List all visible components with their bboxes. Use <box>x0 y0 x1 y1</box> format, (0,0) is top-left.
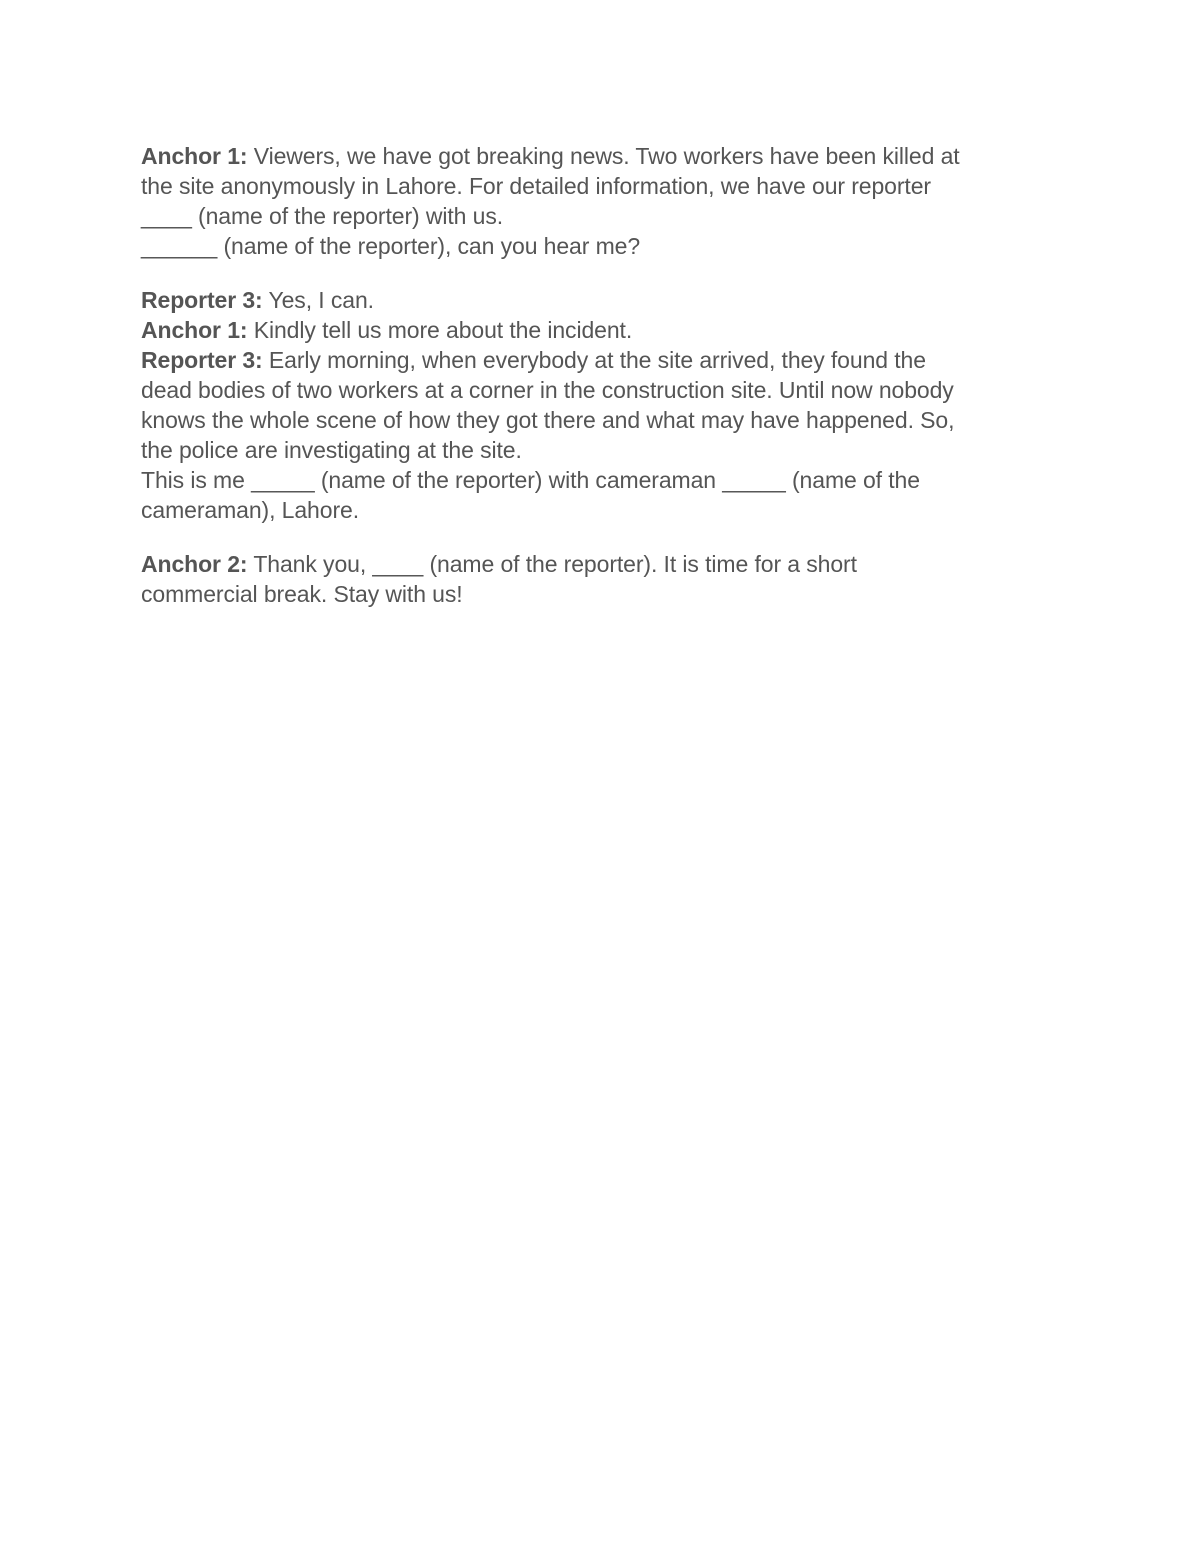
dialogue-text: Kindly tell us more about the incident. <box>247 317 633 343</box>
speaker-label: Anchor 1: <box>141 143 248 169</box>
text-line: This is me _____ (name of the reporter) with cameraman _____ (name of the <box>141 467 920 493</box>
anchor-1-intro-paragraph <box>141 141 1071 261</box>
text-line: knows the whole scene of how they got there and what may have happened. So, <box>141 407 955 433</box>
text-line <box>141 345 1071 375</box>
speaker-label: Reporter 3: <box>141 347 263 373</box>
reporter-3-reply-paragraph <box>141 285 1071 315</box>
speaker-label: Reporter 3: <box>141 287 263 313</box>
reporter-3-report-paragraph <box>141 345 1071 525</box>
text-line <box>141 315 1071 345</box>
text-line: dead bodies of two workers at a corner in the construction site. Until now nobody <box>141 377 954 403</box>
text-line: ____ (name of the reporter) with us. <box>141 203 504 229</box>
dialogue-text: Early morning, when everybody at the site arrived, they found the <box>262 347 926 373</box>
dialogue-text: Yes, I can. <box>262 287 374 313</box>
document-page <box>141 141 1071 609</box>
text-line <box>141 549 1071 579</box>
anchor-2-closing-paragraph <box>141 549 1071 609</box>
anchor-1-question-paragraph <box>141 315 1071 345</box>
text-line <box>141 285 1071 315</box>
dialogue-text: Thank you, ____ (name of the reporter). It is time for a short <box>247 551 857 577</box>
text-line: the police are investigating at the site. <box>141 437 522 463</box>
speaker-label: Anchor 2: <box>141 551 248 577</box>
speaker-label: Anchor 1: <box>141 317 248 343</box>
text-line: ______ (name of the reporter), can you hear me? <box>141 233 641 259</box>
paragraph-spacer <box>141 525 1071 549</box>
dialogue-text: Viewers, we have got breaking news. Two workers have been killed at <box>247 143 960 169</box>
text-line: commercial break. Stay with us! <box>141 581 463 607</box>
text-line: cameraman), Lahore. <box>141 497 359 523</box>
paragraph-spacer <box>141 261 1071 285</box>
text-line: the site anonymously in Lahore. For detailed information, we have our reporter <box>141 173 931 199</box>
text-line <box>141 141 1071 171</box>
